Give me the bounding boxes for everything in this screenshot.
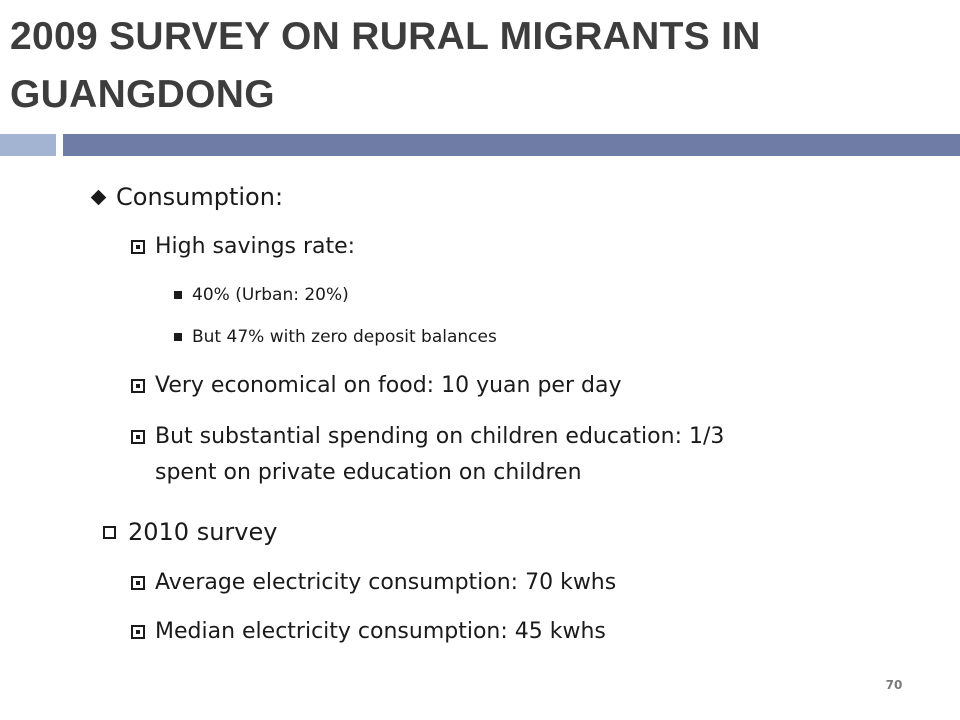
bullet-text: High savings rate: (155, 234, 356, 259)
square-bullet-icon (131, 576, 145, 590)
bullet-avg-electricity (131, 565, 616, 601)
title-line-2: GUANGDONG (10, 73, 275, 116)
bullet-text: 40% (Urban: 20%) (192, 285, 349, 305)
page-number: 70 (885, 678, 903, 692)
square-bullet-icon (131, 379, 145, 393)
filled-square-bullet-icon (174, 333, 182, 341)
bullet-text: Average electricity consumption: 70 kwhs (155, 570, 617, 595)
education-line-2: spent on private education on children (155, 460, 582, 485)
bullet-text (155, 419, 724, 491)
bullet-consumption (89, 182, 283, 212)
square-bullet-icon (131, 240, 145, 254)
education-line-1: But substantial spending on children education: 1/3 (155, 424, 725, 449)
header-bar (63, 134, 960, 156)
bullet-education (131, 419, 724, 491)
bullet-high-savings (131, 229, 355, 265)
square-bullet-icon (131, 625, 145, 639)
title-line-1: 2009 SURVEY ON RURAL MIGRANTS IN (10, 15, 761, 58)
bullet-text: Very economical on food: 10 yuan per day (155, 373, 622, 398)
header-bar-accent (0, 134, 56, 156)
diamond-bullet-icon (91, 190, 107, 206)
bullet-text: Consumption: (116, 183, 284, 211)
bullet-zero-deposit (174, 326, 497, 348)
bullet-text: But 47% with zero deposit balances (192, 327, 497, 347)
hollow-square-bullet-icon (103, 526, 116, 539)
bullet-food (131, 368, 621, 404)
slide-title (10, 8, 930, 124)
square-bullet-icon (131, 430, 145, 444)
bullet-2010-survey (103, 517, 277, 547)
filled-square-bullet-icon (174, 291, 182, 299)
bullet-text: Median electricity consumption: 45 kwhs (155, 619, 606, 644)
bullet-text: 2010 survey (128, 518, 278, 546)
bullet-savings-rate (174, 284, 349, 306)
bullet-median-electricity (131, 614, 606, 650)
